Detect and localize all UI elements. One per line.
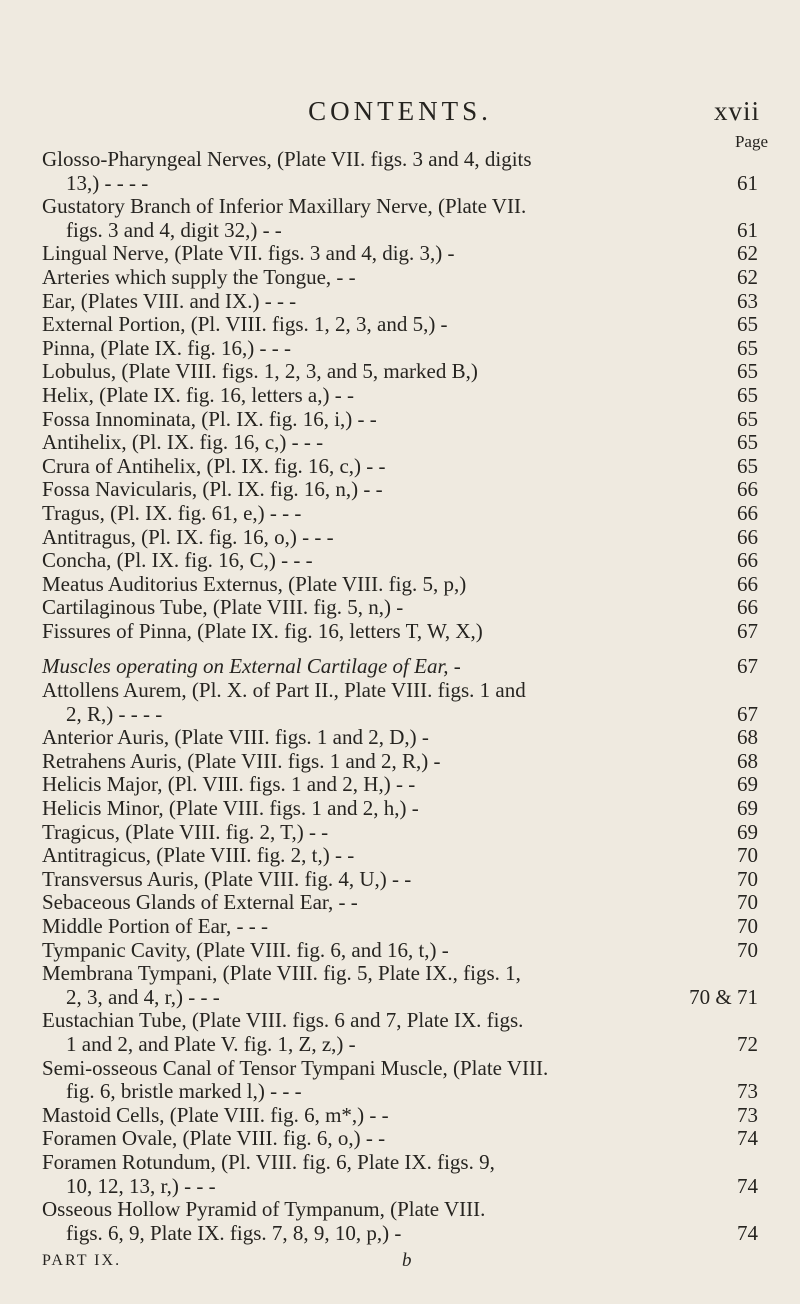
toc-entry	[42, 172, 758, 196]
entry-text: Arteries which supply the Tongue, - -	[42, 264, 356, 289]
entry-page-number: 62	[737, 241, 758, 266]
entry-page-number: 66	[737, 524, 758, 549]
toc-entry	[42, 1127, 758, 1151]
entry-page-number: 65	[737, 382, 758, 407]
toc-entry	[42, 703, 758, 727]
entry-text: 2, R,) - - - -	[66, 701, 163, 726]
entry-page-number: 73	[737, 1102, 758, 1127]
page-numeral: xvii	[713, 96, 760, 126]
entry-text: Ear, (Plates VIII. and IX.) - - -	[42, 288, 297, 313]
entry-text: Helix, (Plate IX. fig. 16, letters a,) - -	[42, 382, 354, 407]
entry-text: Osseous Hollow Pyramid of Tympanum, (Plate VIII.	[42, 1197, 486, 1222]
entry-page-number: 66	[737, 500, 758, 525]
toc-entry	[42, 1151, 758, 1175]
entry-text: Fissures of Pinna, (Plate IX. fig. 16, letters T, W, X,)	[42, 618, 483, 643]
entry-page-number: 68	[737, 725, 758, 750]
toc-entry	[42, 962, 758, 986]
entry-text: figs. 3 and 4, digit 32,) - -	[66, 217, 282, 242]
entry-text: Foramen Ovale, (Plate VIII. fig. 6, o,) - -	[42, 1126, 386, 1151]
toc-entry	[42, 679, 758, 703]
contents-list	[42, 148, 758, 1245]
toc-entry	[42, 797, 758, 821]
entry-page-number: 65	[737, 312, 758, 337]
entry-text: Tragus, (Pl. IX. fig. 61, e,) - - -	[42, 500, 302, 525]
entry-page-number: 65	[737, 430, 758, 455]
toc-entry	[42, 773, 758, 797]
entry-text: Tympanic Cavity, (Plate VIII. fig. 6, and 16, t,) -	[42, 937, 449, 962]
entry-text: Muscles operating on External Cartilage of Ear, -	[42, 654, 461, 679]
entry-text: Antihelix, (Pl. IX. fig. 16, c,) - - -	[42, 430, 324, 455]
toc-entry	[42, 1080, 758, 1104]
toc-entry	[42, 290, 758, 314]
entry-page-number: 65	[737, 453, 758, 478]
toc-entry	[42, 821, 758, 845]
entry-text: Middle Portion of Ear, - - -	[42, 914, 269, 938]
entry-page-number: 61	[737, 170, 758, 195]
entry-page-number: 63	[737, 288, 758, 313]
entry-text: Lingual Nerve, (Plate VII. figs. 3 and 4, dig. 3,) -	[42, 241, 455, 266]
toc-entry	[42, 1057, 758, 1081]
entry-text: Tragicus, (Plate VIII. fig. 2, T,) - -	[42, 819, 329, 844]
toc-entry	[42, 915, 758, 939]
toc-entry	[42, 408, 758, 432]
toc-entry	[42, 242, 758, 266]
toc-entry	[42, 526, 758, 550]
entry-page-number: 67	[737, 654, 758, 679]
toc-entry	[42, 478, 758, 502]
entry-text: Semi-osseous Canal of Tensor Tympani Muscle, (Plate VIII.	[42, 1055, 549, 1080]
entry-page-number: 74	[737, 1173, 758, 1198]
entry-text: Cartilaginous Tube, (Plate VIII. fig. 5, n,) -	[42, 595, 404, 620]
entry-page-number: 65	[737, 406, 758, 431]
entry-text: Mastoid Cells, (Plate VIII. fig. 6, m*,) - -	[42, 1102, 389, 1127]
toc-entry	[42, 1198, 758, 1222]
toc-entry	[42, 195, 758, 219]
entry-text: Crura of Antihelix, (Pl. IX. fig. 16, c,) - -	[42, 453, 386, 478]
entry-page-number: 74	[737, 1126, 758, 1151]
entry-text: Helicis Major, (Pl. VIII. figs. 1 and 2, H,) - -	[42, 772, 416, 797]
toc-entry	[42, 939, 758, 963]
toc-entry	[42, 1104, 758, 1128]
entry-page-number: 73	[737, 1079, 758, 1104]
entry-text: Sebaceous Glands of External Ear, - -	[42, 890, 358, 915]
entry-page-number: 74	[737, 1220, 758, 1245]
toc-entry	[42, 431, 758, 455]
entry-text: Helicis Minor, (Plate VIII. figs. 1 and 2, h,) -	[42, 796, 419, 821]
entry-text: Membrana Tympani, (Plate VIII. fig. 5, Plate IX., figs. 1,	[42, 961, 521, 986]
entry-page-number: 68	[737, 748, 758, 773]
toc-entry	[42, 620, 758, 644]
entry-page-number: 66	[737, 477, 758, 502]
entry-page-number: 66	[737, 595, 758, 620]
entry-text: External Portion, (Pl. VIII. figs. 1, 2, 3, and 5,) -	[42, 312, 448, 337]
entry-text: Lobulus, (Plate VIII. figs. 1, 2, 3, and 5, marked B,)	[42, 359, 478, 384]
entry-text: Gustatory Branch of Inferior Maxillary Nerve, (Plate VII.	[42, 194, 527, 219]
toc-entry	[42, 360, 758, 384]
toc-entry	[42, 750, 758, 774]
entry-text: Fossa Innominata, (Pl. IX. fig. 16, i,) - -	[42, 406, 377, 431]
entry-text: Glosso-Pharyngeal Nerves, (Plate VII. figs. 3 and 4, digits	[42, 147, 532, 171]
toc-entry	[42, 219, 758, 243]
toc-entry	[42, 844, 758, 868]
entry-page-number: 66	[737, 571, 758, 596]
entry-text: Attollens Aurem, (Pl. X. of Part II., Plate VIII. figs. 1 and	[42, 678, 526, 703]
entry-text: 1 and 2, and Plate V. fig. 1, Z, z,) -	[66, 1031, 356, 1056]
entry-page-number: 70	[737, 866, 758, 891]
toc-entry	[42, 596, 758, 620]
toc-entry	[42, 986, 758, 1010]
entry-text: Foramen Rotundum, (Pl. VIII. fig. 6, Plate IX. figs. 9,	[42, 1149, 495, 1174]
toc-entry	[42, 1175, 758, 1199]
entry-page-number: 72	[737, 1031, 758, 1056]
entry-text: Eustachian Tube, (Plate VIII. figs. 6 and 7, Plate IX. figs.	[42, 1008, 524, 1033]
entry-page-number: 70	[737, 843, 758, 868]
entry-page-number: 67	[737, 701, 758, 726]
toc-entry	[42, 549, 758, 573]
toc-entry	[42, 655, 758, 679]
entry-text: Antitragicus, (Plate VIII. fig. 2, t,) - -	[42, 843, 355, 868]
entry-text: Anterior Auris, (Plate VIII. figs. 1 and 2, D,) -	[42, 725, 429, 750]
toc-entry	[42, 313, 758, 337]
entry-page-number: 65	[737, 335, 758, 360]
entry-text: 10, 12, 13, r,) - - -	[66, 1173, 216, 1198]
toc-entry	[42, 726, 758, 750]
page-column-label: Page	[734, 132, 768, 151]
entry-text: Antitragus, (Pl. IX. fig. 16, o,) - - -	[42, 524, 334, 549]
toc-entry	[42, 148, 758, 172]
entry-page-number: 70	[737, 937, 758, 962]
entry-page-number: 69	[737, 772, 758, 797]
entry-page-number: 70 & 71	[689, 984, 758, 1009]
toc-entry	[42, 502, 758, 526]
entry-page-number: 70	[737, 914, 758, 938]
toc-entry	[42, 266, 758, 290]
part-label: PART IX.	[42, 1252, 122, 1269]
entry-text: 13,) - - - -	[66, 170, 149, 195]
toc-entry	[42, 337, 758, 361]
toc-entry	[42, 1033, 758, 1057]
footer	[42, 1252, 482, 1270]
entry-text: figs. 6, 9, Plate IX. figs. 7, 8, 9, 10, p,) -	[66, 1220, 402, 1245]
toc-entry	[42, 1222, 758, 1246]
toc-entry	[42, 891, 758, 915]
entry-page-number: 70	[737, 890, 758, 915]
entry-page-number: 69	[737, 819, 758, 844]
entry-text: Fossa Navicularis, (Pl. IX. fig. 16, n,) - -	[42, 477, 383, 502]
entry-page-number: 62	[737, 264, 758, 289]
entry-page-number: 61	[737, 217, 758, 242]
entry-page-number: 67	[737, 618, 758, 643]
toc-entry	[42, 573, 758, 597]
toc-entry	[42, 1009, 758, 1033]
running-header-title: CONTENTS.	[308, 96, 492, 126]
entry-text: Concha, (Pl. IX. fig. 16, C,) - - -	[42, 548, 313, 573]
entry-page-number: 66	[737, 548, 758, 573]
toc-entry	[42, 384, 758, 408]
entry-text: fig. 6, bristle marked l,) - - -	[66, 1079, 302, 1104]
entry-text: Meatus Auditorius Externus, (Plate VIII. fig. 5, p,)	[42, 571, 467, 596]
toc-entry	[42, 868, 758, 892]
entry-page-number: 69	[737, 796, 758, 821]
entry-text: 2, 3, and 4, r,) - - -	[66, 984, 220, 1009]
signature-mark: b	[402, 1250, 412, 1271]
entry-text: Transversus Auris, (Plate VIII. fig. 4, U,) - -	[42, 866, 412, 891]
entry-text: Pinna, (Plate IX. fig. 16,) - - -	[42, 335, 292, 360]
entry-text: Retrahens Auris, (Plate VIII. figs. 1 and 2, R,) -	[42, 748, 441, 773]
toc-entry	[42, 455, 758, 479]
entry-page-number: 65	[737, 359, 758, 384]
